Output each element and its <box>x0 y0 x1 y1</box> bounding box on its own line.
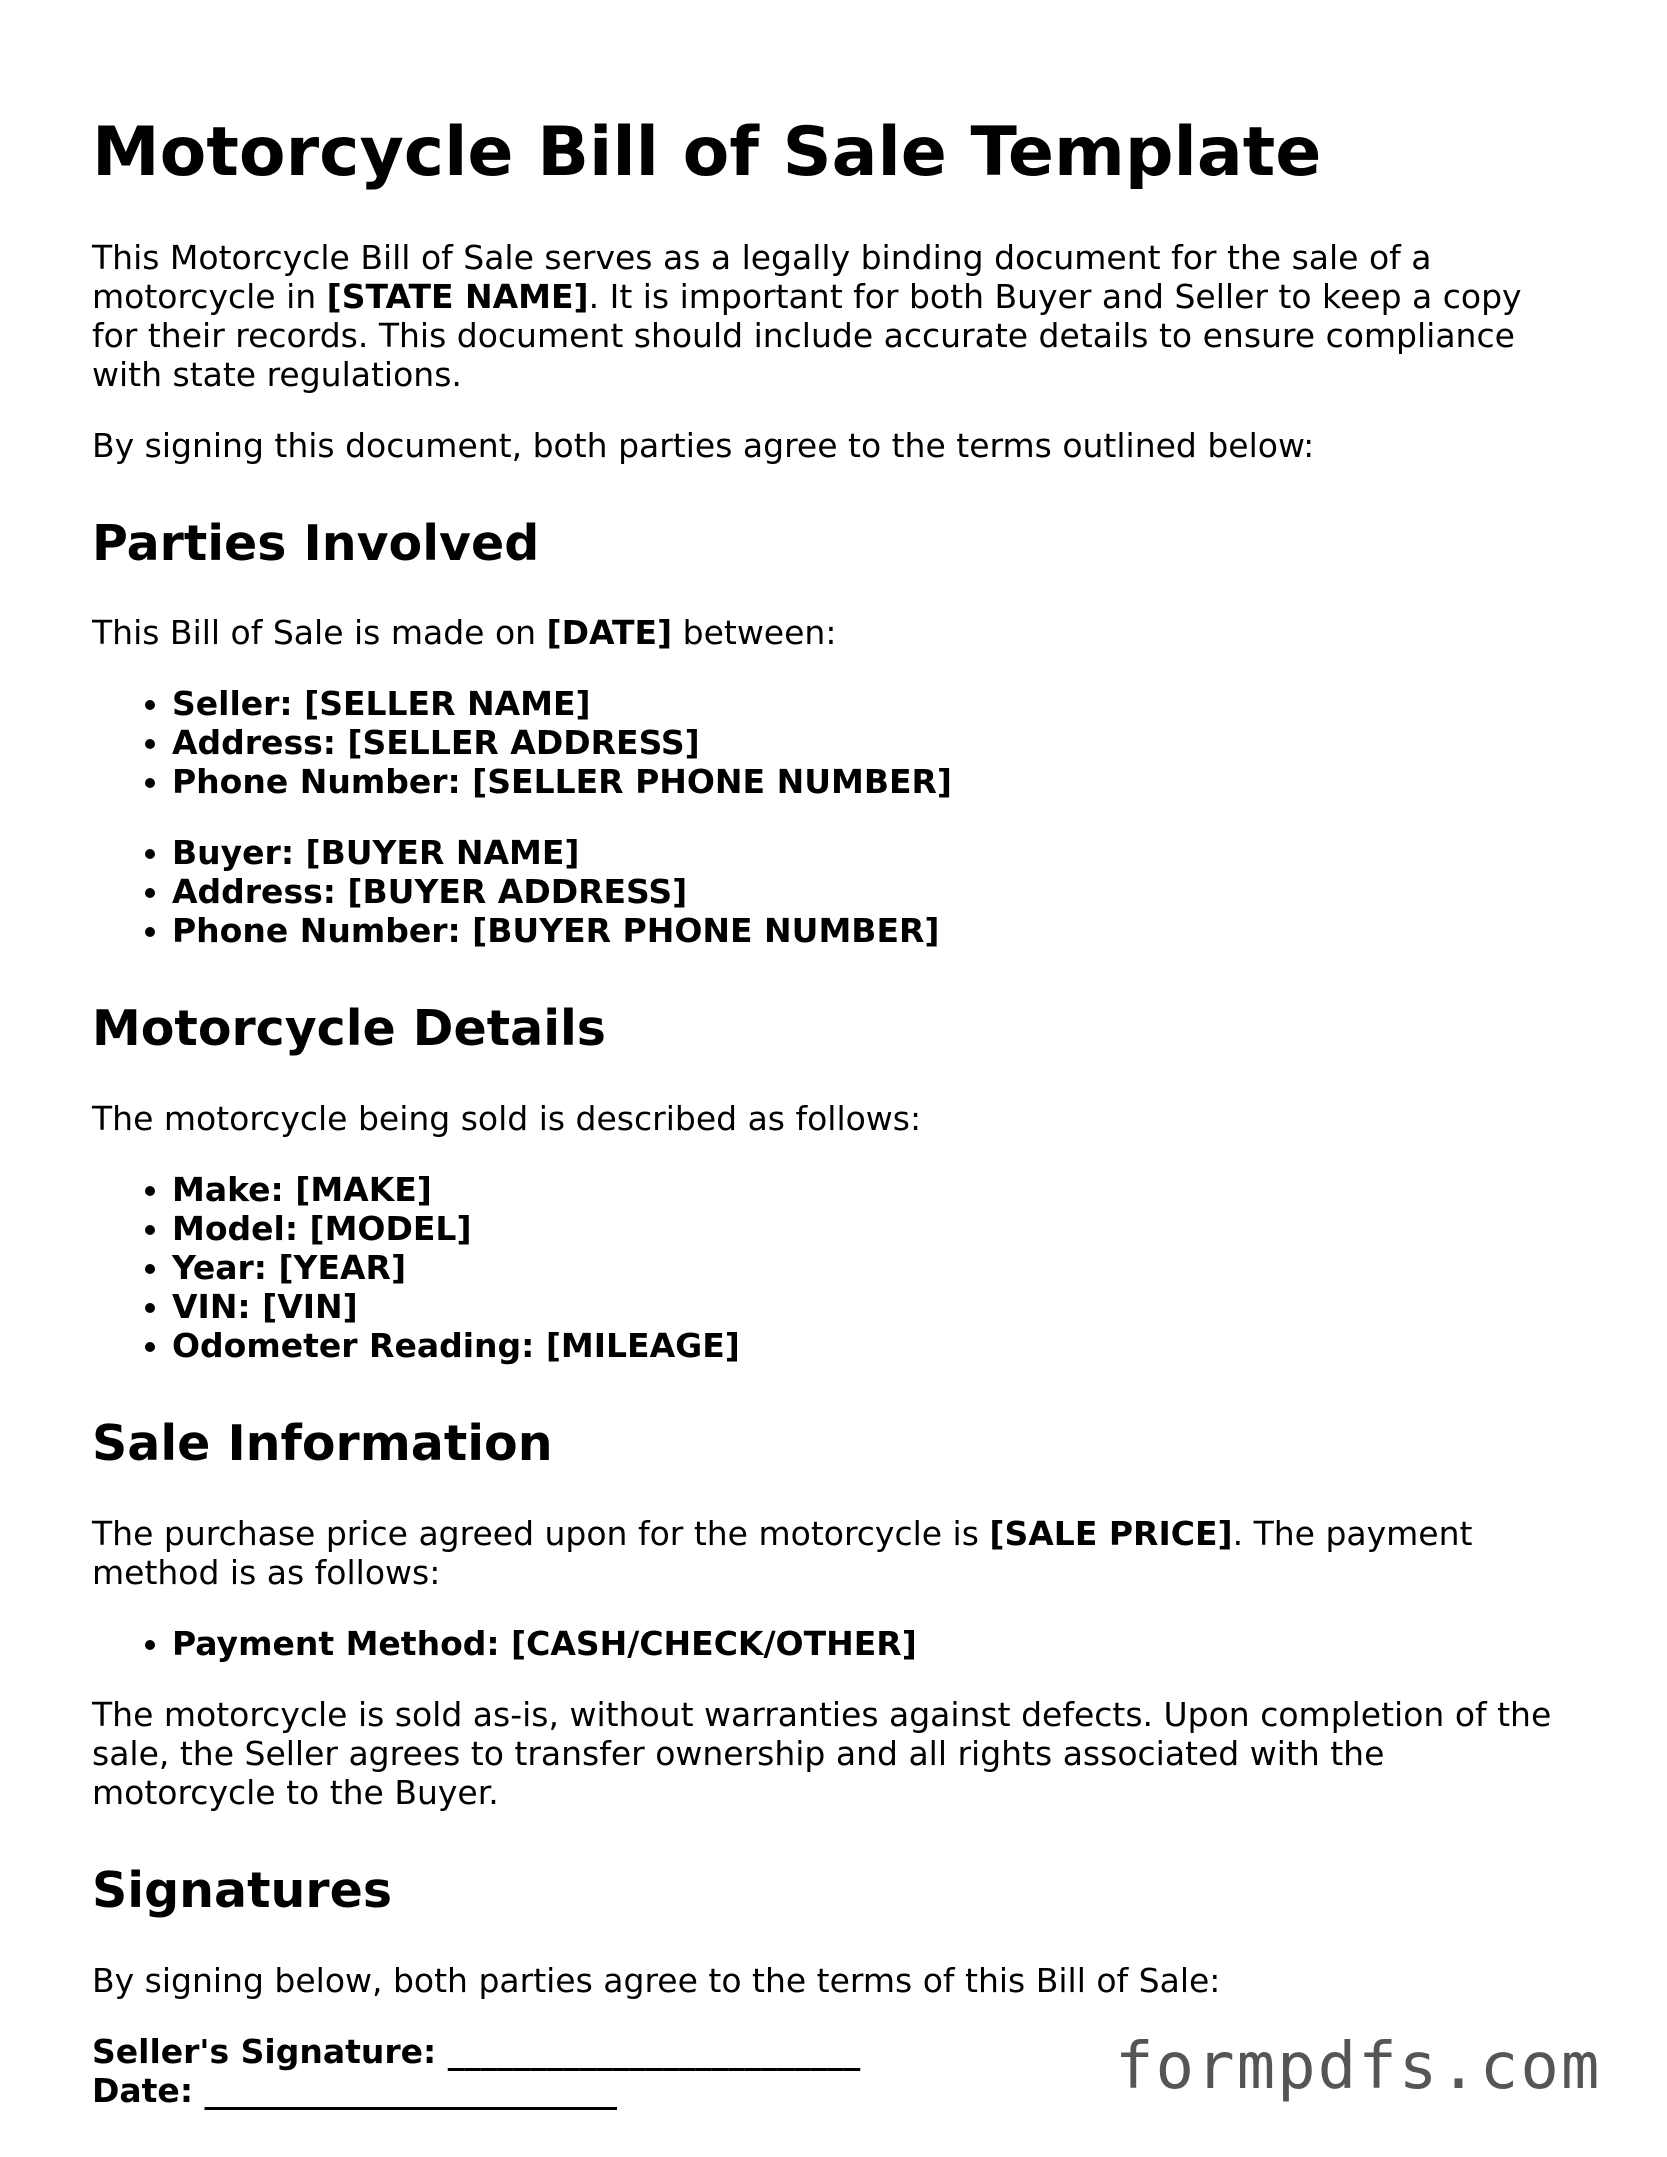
list-item: • Address: [SELLER ADDRESS] <box>172 723 1572 762</box>
sale-price-placeholder: [SALE PRICE] <box>989 1513 1233 1553</box>
list-item: • Phone Number: [SELLER PHONE NUMBER] <box>172 762 1572 801</box>
list-item: • Make: [MAKE] <box>172 1170 1572 1209</box>
signatures-heading: Signatures <box>92 1861 392 1919</box>
agreement-paragraph: By signing this document, both parties agree to the terms outlined below: <box>92 425 1315 465</box>
buyer-list <box>92 833 1572 950</box>
parties-heading: Parties Involved <box>92 514 540 572</box>
sale-text-b: . The payment method is as follows: <box>92 1513 1473 1592</box>
state-name-placeholder: [STATE NAME] <box>326 276 589 316</box>
seller-signature-line[interactable]: Seller's Signature: _________________________ <box>92 2031 861 2071</box>
details-paragraph: The motorcycle being sold is described as follows: <box>92 1099 922 1139</box>
list-item: • Address: [BUYER ADDRESS] <box>172 872 1572 911</box>
list-item: • Year: [YEAR] <box>172 1248 1572 1287</box>
list-item: • Payment Method: [CASH/CHECK/OTHER] <box>172 1624 1572 1663</box>
payment-list <box>92 1624 1572 1663</box>
document-title: Motorcycle Bill of Sale Template <box>92 113 1322 192</box>
parties-text-a: This Bill of Sale is made on <box>92 613 547 653</box>
intro-paragraph <box>92 238 1572 394</box>
list-item: • Odometer Reading: [MILEAGE] <box>172 1326 1572 1365</box>
list-item: • Seller: [SELLER NAME] <box>172 684 1572 723</box>
details-list <box>92 1170 1572 1365</box>
list-item: • Model: [MODEL] <box>172 1209 1572 1248</box>
details-heading: Motorcycle Details <box>92 1000 606 1058</box>
date-placeholder: [DATE] <box>546 613 673 653</box>
watermark: formpdfs.com <box>1115 2030 1602 2104</box>
intro-text-b: . It is important for both Buyer and Seller to keep a copy for their records. This document should include accurate details to ensure compliance with state regulations. <box>92 276 1522 394</box>
signatures-paragraph: By signing below, both parties agree to the terms of this Bill of Sale: <box>92 1960 1221 2000</box>
sale-paragraph <box>92 1514 1572 1592</box>
as-is-paragraph: The motorcycle is sold as-is, without warranties against defects. Upon completion of the sale, the Seller agrees to transfer ownership and all rights associated with the motorcycle to the Buyer. <box>92 1694 1552 1812</box>
list-item: • VIN: [VIN] <box>172 1287 1572 1326</box>
list-item: • Phone Number: [BUYER PHONE NUMBER] <box>172 911 1572 950</box>
parties-text-b: between: <box>672 613 837 653</box>
sale-text-a: The purchase price agreed upon for the motorcycle is <box>92 1513 990 1553</box>
date-line[interactable]: Date: _________________________ <box>92 2070 618 2110</box>
document-page <box>92 112 1572 2110</box>
seller-list <box>92 684 1572 801</box>
sale-heading: Sale Information <box>92 1415 553 1473</box>
list-item: • Buyer: [BUYER NAME] <box>172 833 1572 872</box>
intro-text-a: This Motorcycle Bill of Sale serves as a legally binding document for the sale of a motorcycle in <box>92 237 1432 316</box>
parties-paragraph <box>92 613 1572 652</box>
